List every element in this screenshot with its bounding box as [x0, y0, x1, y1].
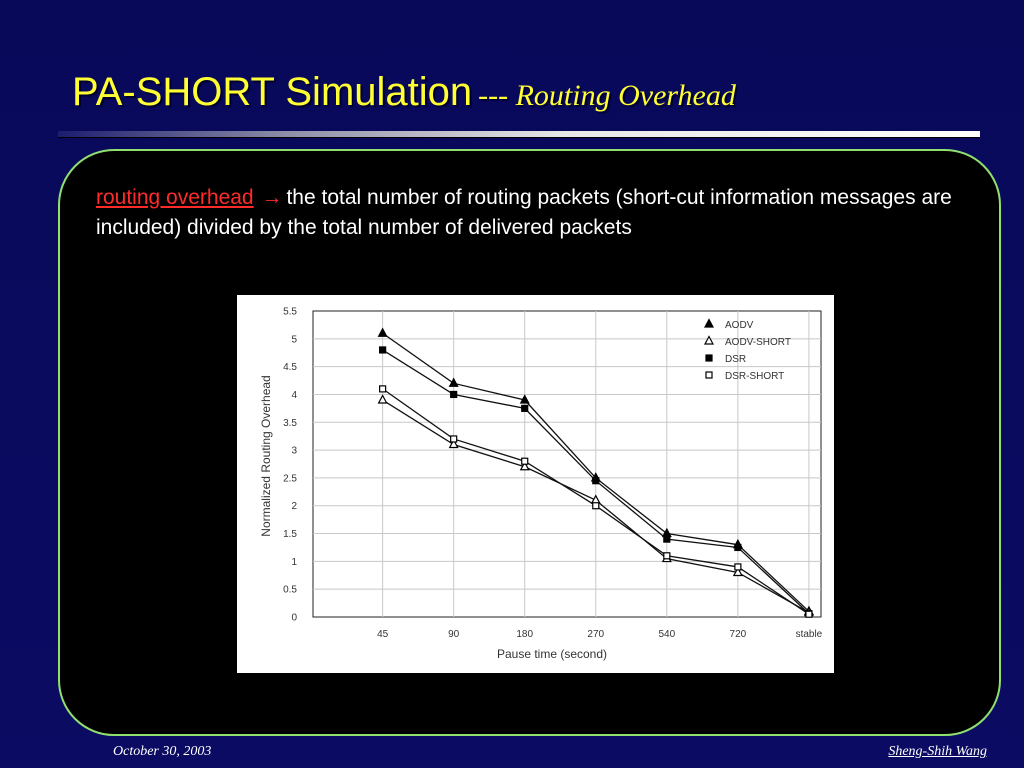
series-point-dsr: [735, 544, 741, 550]
title-subtitle: --- Routing Overhead: [478, 79, 736, 112]
series-point-dsr-short: [593, 503, 599, 509]
x-tick-label: 720: [729, 629, 747, 640]
x-tick-label: 270: [587, 629, 605, 640]
series-point-dsr-short: [806, 611, 812, 617]
y-axis-label: Normalized Routing Overhead: [259, 375, 273, 537]
series-point-dsr: [664, 536, 670, 542]
chart-svg: [237, 295, 834, 673]
legend-marker-dsr: [706, 355, 712, 361]
x-tick-label: 180: [516, 629, 534, 640]
y-tick-label: 5.5: [283, 306, 297, 318]
series-point-dsr-short: [380, 386, 386, 392]
y-tick-label: 5: [291, 334, 297, 346]
series-point-dsr-short: [735, 564, 741, 570]
x-tick-label: 90: [448, 629, 460, 640]
series-point-dsr: [522, 405, 528, 411]
footer-date: October 30, 2003: [113, 744, 212, 759]
x-tick-label: stable: [795, 629, 823, 640]
definition-term[interactable]: routing overhead: [96, 186, 254, 209]
series-point-dsr-short: [664, 553, 670, 559]
routing-overhead-chart: [237, 295, 834, 673]
legend-label-dsr: DSR: [725, 354, 747, 365]
title-main: PA-SHORT Simulation: [72, 70, 473, 114]
y-tick-label: 3.5: [283, 417, 297, 429]
arrow-right-icon: →: [261, 186, 283, 209]
y-tick-label: 0: [291, 612, 297, 624]
series-point-dsr: [380, 347, 386, 353]
x-tick-label: 540: [658, 629, 676, 640]
legend-label-dsr-short: DSR-SHORT: [725, 371, 785, 382]
y-tick-label: 4: [291, 389, 297, 401]
footer-author[interactable]: Sheng-Shih Wang: [888, 744, 987, 759]
legend-label-aodv: AODV: [725, 320, 754, 331]
definition-text: [96, 183, 986, 243]
legend-marker-dsr-short: [706, 372, 712, 378]
slide-title: [72, 70, 736, 115]
y-tick-label: 3: [291, 445, 297, 457]
series-point-dsr-short: [451, 436, 457, 442]
series-point-dsr-short: [522, 458, 528, 464]
title-divider: [58, 131, 980, 138]
y-tick-label: 4.5: [283, 362, 297, 374]
definition-body: the total number of routing packets (short-cut information messages are included) divided by the total number of delivered packets: [96, 186, 952, 239]
series-point-dsr: [451, 391, 457, 397]
y-tick-label: 1.5: [283, 529, 297, 541]
y-tick-label: 2.5: [283, 473, 297, 485]
legend-label-aodv-short: AODV-SHORT: [725, 337, 791, 348]
y-tick-label: 1: [291, 556, 297, 568]
x-axis-label: Pause time (second): [496, 647, 608, 661]
y-tick-label: 0.5: [283, 584, 297, 596]
y-tick-label: 2: [291, 501, 297, 513]
series-point-dsr: [593, 478, 599, 484]
x-tick-label: 45: [377, 629, 389, 640]
